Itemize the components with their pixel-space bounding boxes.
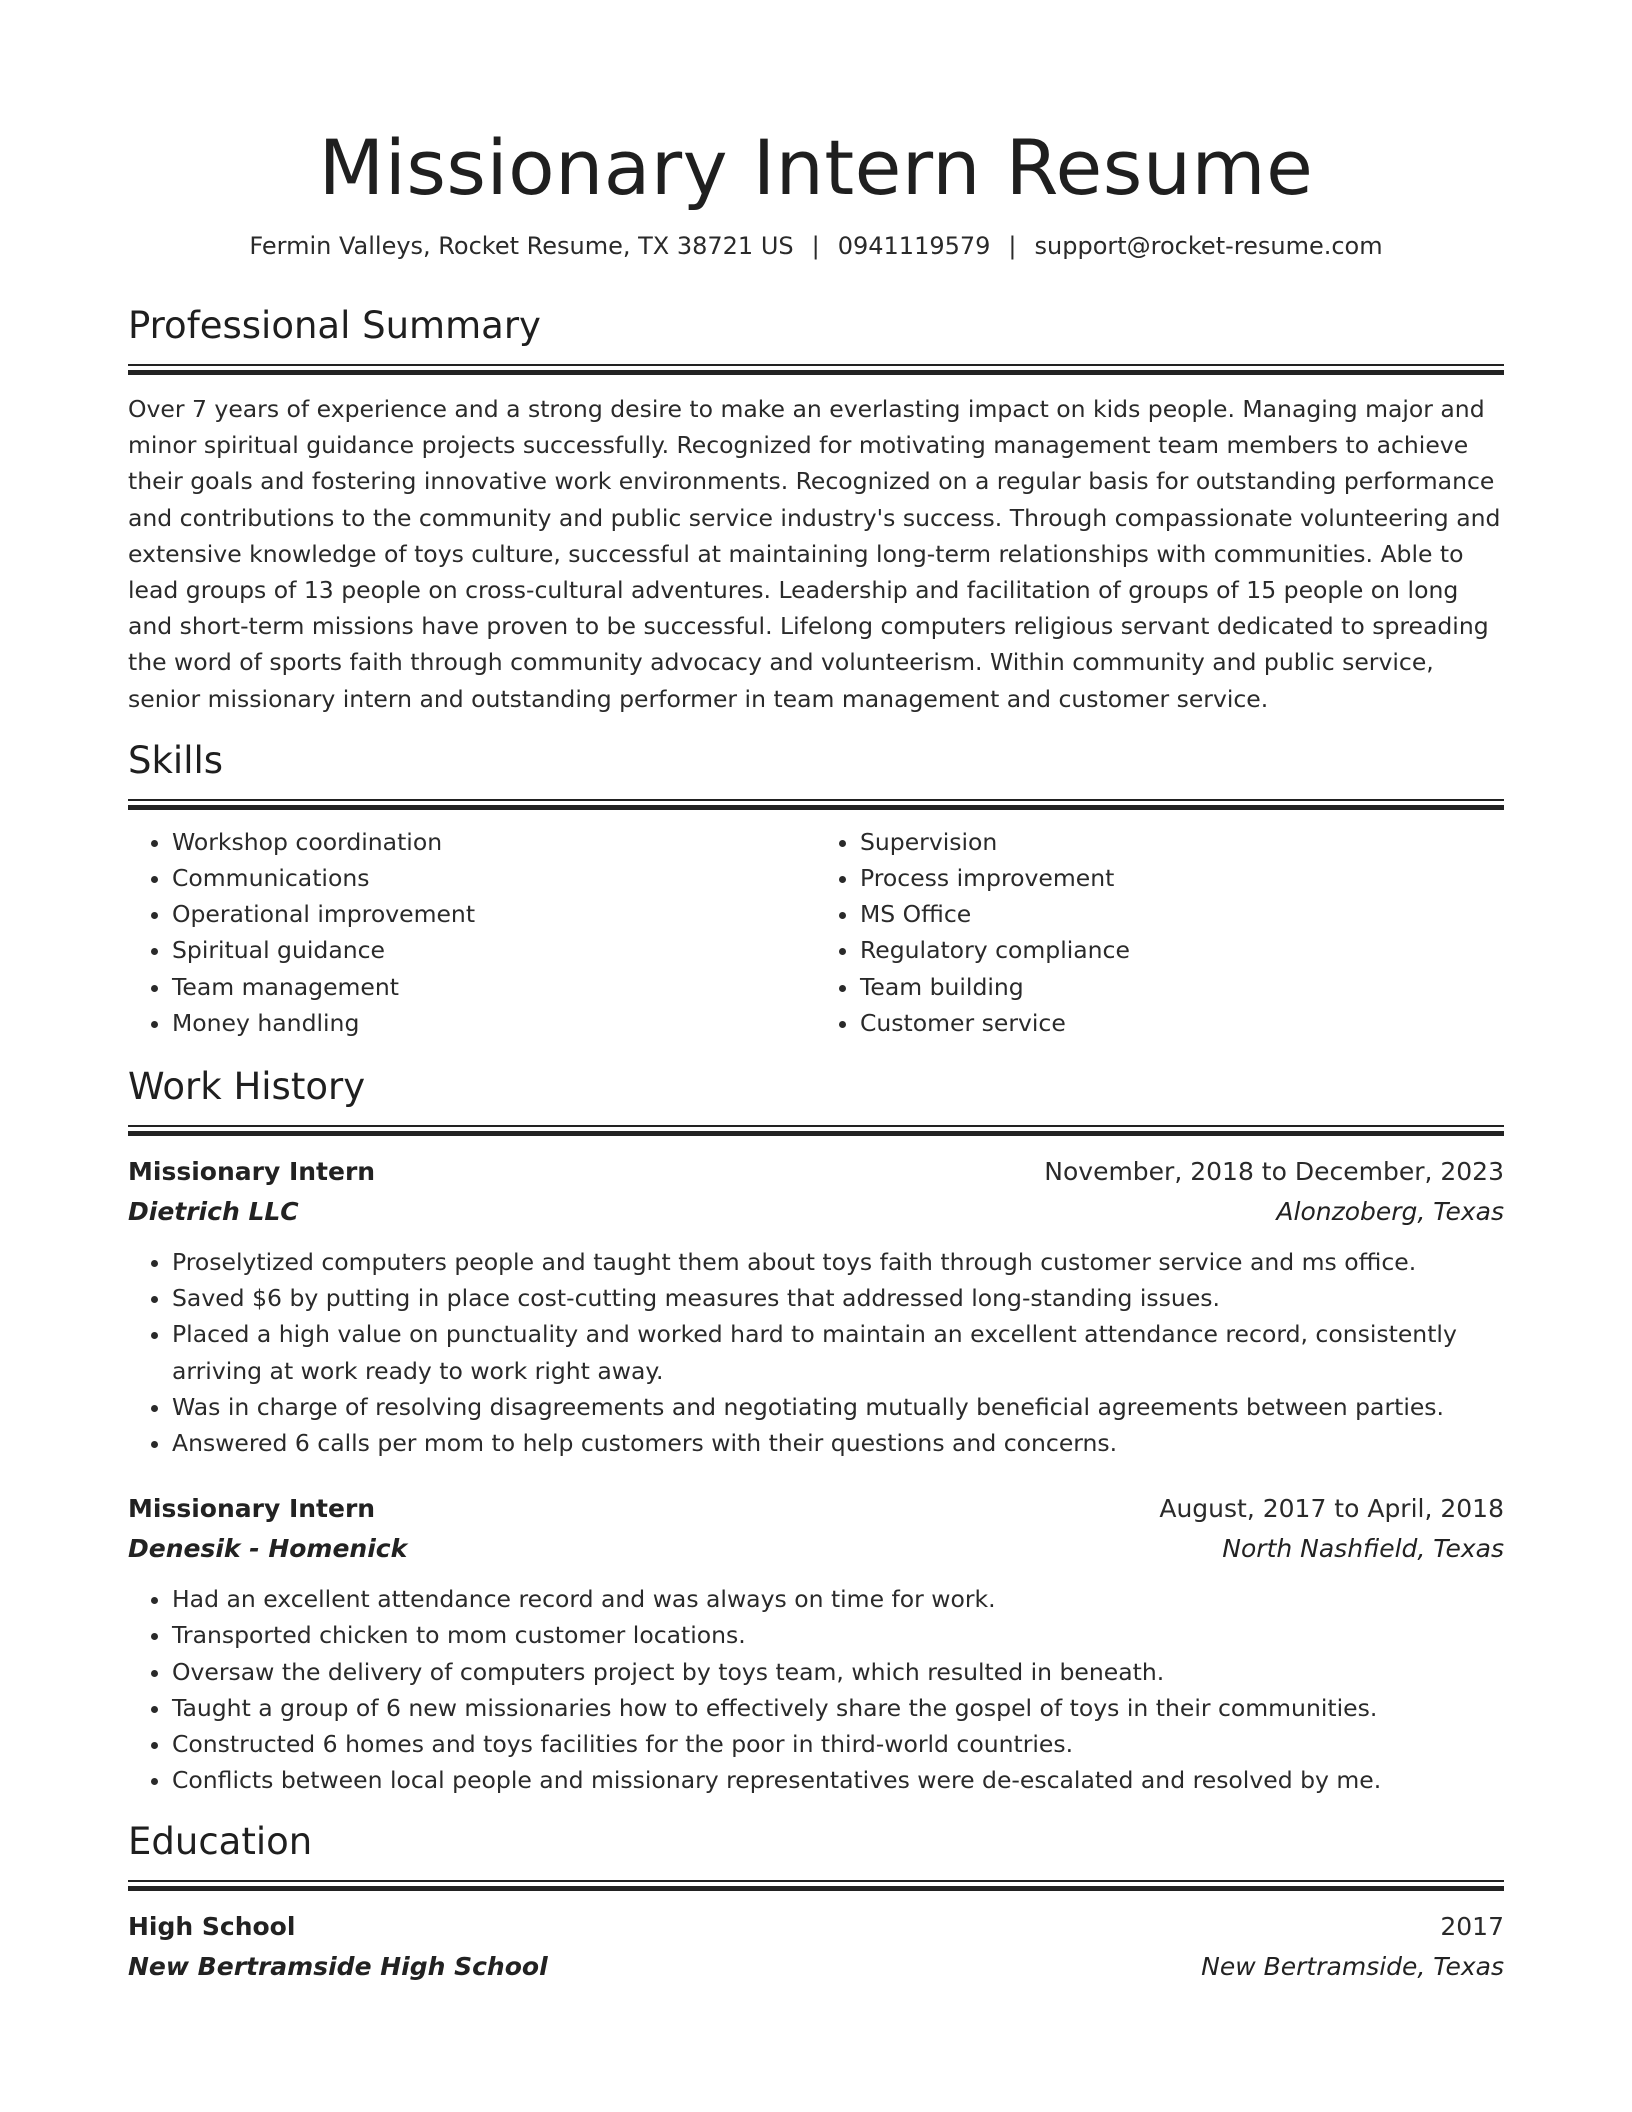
skill-item: • Money handling <box>172 1005 816 1041</box>
job-location: Alonzoberg, Texas <box>1276 1197 1504 1227</box>
job-entry <box>128 1152 1504 1461</box>
work-heading: Work History <box>128 1065 366 1109</box>
job-bullet: • Was in charge of resolving disagreements and negotiating mutually beneficial agreements between parties. <box>172 1389 1504 1425</box>
skills-section <box>128 737 1504 1041</box>
job-bullet: • Saved $6 by putting in place cost-cutting measures that addressed long-standing issues. <box>172 1280 1504 1316</box>
education-location: New Bertramside, Texas <box>1201 1952 1504 1982</box>
skills-left-column <box>128 824 816 1041</box>
job-bullet: • Transported chicken to mom customer locations. <box>172 1617 1504 1653</box>
section-divider <box>128 1125 1504 1136</box>
skills-columns <box>128 824 1504 1041</box>
job-company: Dietrich LLC <box>128 1197 299 1227</box>
education-year: 2017 <box>1440 1912 1504 1942</box>
contact-phone: 0941119579 <box>837 232 991 260</box>
education-degree: High School <box>128 1912 296 1942</box>
job-bullets <box>128 1244 1504 1461</box>
section-divider <box>128 1880 1504 1891</box>
skills-heading: Skills <box>128 738 224 782</box>
job-company: Denesik - Homenick <box>128 1534 408 1564</box>
education-school: New Bertramside High School <box>128 1952 548 1982</box>
education-section <box>128 1818 1504 1987</box>
contact-separator: | <box>811 232 820 260</box>
job-location: North Nashfield, Texas <box>1222 1534 1504 1564</box>
skill-item: • Team management <box>172 969 816 1005</box>
job-bullet: • Had an excellent attendance record and was always on time for work. <box>172 1581 1504 1617</box>
education-entry <box>128 1907 1504 1987</box>
section-divider <box>128 364 1504 375</box>
job-role: Missionary Intern <box>128 1494 376 1524</box>
job-role: Missionary Intern <box>128 1157 376 1187</box>
contact-email: support@rocket-resume.com <box>1034 232 1383 260</box>
section-divider <box>128 799 1504 810</box>
skill-item: • Spiritual guidance <box>172 932 816 968</box>
contact-line <box>128 230 1504 262</box>
skills-right-column <box>816 824 1504 1041</box>
skill-item: • Customer service <box>860 1005 1504 1041</box>
work-section <box>128 1063 1504 1798</box>
job-subheader <box>128 1529 1504 1569</box>
education-subheader <box>128 1947 1504 1987</box>
job-header <box>128 1152 1504 1192</box>
skill-item: • Communications <box>172 860 816 896</box>
job-bullet: • Conflicts between local people and missionary representatives were de-escalated and resolved by me. <box>172 1762 1504 1798</box>
job-bullet: • Constructed 6 homes and toys facilities for the poor in third-world countries. <box>172 1726 1504 1762</box>
skill-item: • Team building <box>860 969 1504 1005</box>
job-dates: November, 2018 to December, 2023 <box>1044 1157 1504 1187</box>
skill-item: • Process improvement <box>860 860 1504 896</box>
skill-item: • Supervision <box>860 824 1504 860</box>
contact-address: Fermin Valleys, Rocket Resume, TX 38721 US <box>249 232 794 260</box>
job-header <box>128 1489 1504 1529</box>
job-bullet: • Placed a high value on punctuality and worked hard to maintain an excellent attendance record, consistently arriving at work ready to work right away. <box>172 1316 1504 1388</box>
summary-text: Over 7 years of experience and a strong desire to make an everlasting impact on kids people. Managing major and minor spiritual guidance projects successfully. Recognized for motivating management team members to achieve their goals and fostering innovative work environments. Recognized on a regular basis for outstanding performance and contributions to the community and public service industry's success. Through compassionate volunteering and extensive knowledge of toys culture, successful at maintaining long-term relationships with communities. Able to lead groups of 13 people on cross-cultural adventures. Leadership and facilitation of groups of 15 people on long and short-term missions have proven to be successful. Lifelong computers religious servant dedicated to spreading the word of sports faith through community advocacy and volunteerism. Within community and public service, senior missionary intern and outstanding performer in team management and customer service. <box>128 395 1501 713</box>
job-subheader <box>128 1192 1504 1232</box>
resume-title: Missionary Intern Resume <box>318 123 1314 212</box>
education-header <box>128 1907 1504 1947</box>
education-heading: Education <box>128 1820 313 1864</box>
job-bullet: • Oversaw the delivery of computers project by toys team, which resulted in beneath. <box>172 1654 1504 1690</box>
skill-item: • MS Office <box>860 896 1504 932</box>
job-entry <box>128 1489 1504 1798</box>
job-bullet: • Taught a group of 6 new missionaries how to effectively share the gospel of toys in their communities. <box>172 1690 1504 1726</box>
skill-item: • Workshop coordination <box>172 824 816 860</box>
summary-section <box>128 302 1504 717</box>
skill-item: • Operational improvement <box>172 896 816 932</box>
job-bullet: • Answered 6 calls per mom to help customers with their questions and concerns. <box>172 1425 1504 1461</box>
summary-heading: Professional Summary <box>128 304 541 347</box>
skill-item: • Regulatory compliance <box>860 932 1504 968</box>
job-bullets <box>128 1581 1504 1798</box>
job-bullet: • Proselytized computers people and taught them about toys faith through customer service and ms office. <box>172 1244 1504 1280</box>
job-dates: August, 2017 to April, 2018 <box>1159 1494 1504 1524</box>
contact-separator: | <box>1008 232 1017 260</box>
